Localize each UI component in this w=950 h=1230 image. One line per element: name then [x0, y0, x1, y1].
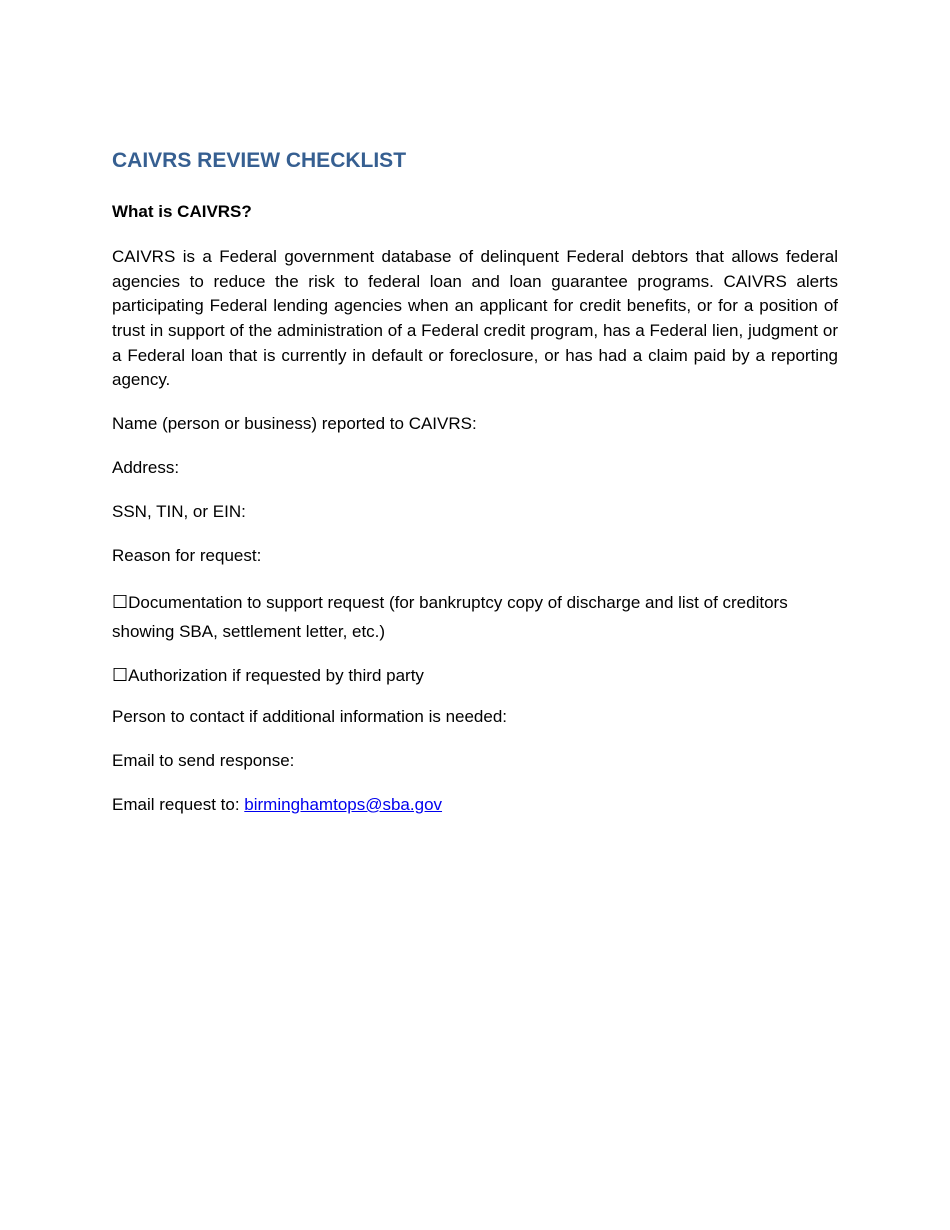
email-request-line [112, 793, 838, 817]
authorization-checkbox-item [112, 661, 838, 690]
description-paragraph: CAIVRS is a Federal government database of delinquent Federal debtors that allows federal agencies to reduce the risk to federal loan and loan guarantee programs. CAIVRS alerts participating Federal lending agencies when an applicant for credit benefits, or for a position of trust in support of the administration of a Federal credit program, has a Federal lien, judgment or a Federal loan that is currently in default or foreclosure, or has had a claim paid by a reporting agency. [112, 247, 838, 390]
documentation-checkbox-item [112, 588, 838, 646]
authorization-checkbox-label: Authorization if requested by third party [128, 665, 424, 685]
response-email-label: Email to send response: [112, 750, 295, 770]
email-request-label: Email request to: [112, 794, 245, 814]
ssn-field-label: SSN, TIN, or EIN: [112, 501, 246, 521]
document-page [112, 148, 838, 837]
authorization-checkbox[interactable]: ☐ [112, 664, 129, 685]
contact-person-label: Person to contact if additional information is needed: [112, 706, 508, 726]
email-link[interactable]: birminghamtops@sba.gov [244, 794, 443, 814]
address-field-label: Address: [112, 457, 180, 477]
name-field-label: Name (person or business) reported to CAIVRS: [112, 413, 477, 433]
reason-field-label: Reason for request: [112, 545, 262, 565]
page-title: CAIVRS REVIEW CHECKLIST [112, 149, 407, 172]
documentation-checkbox[interactable]: ☐ [112, 591, 129, 612]
documentation-checkbox-label: Documentation to support request (for bankruptcy copy of discharge and list of creditors showing SBA, settlement letter, etc.) [112, 592, 788, 641]
section-heading: What is CAIVRS? [112, 202, 252, 222]
